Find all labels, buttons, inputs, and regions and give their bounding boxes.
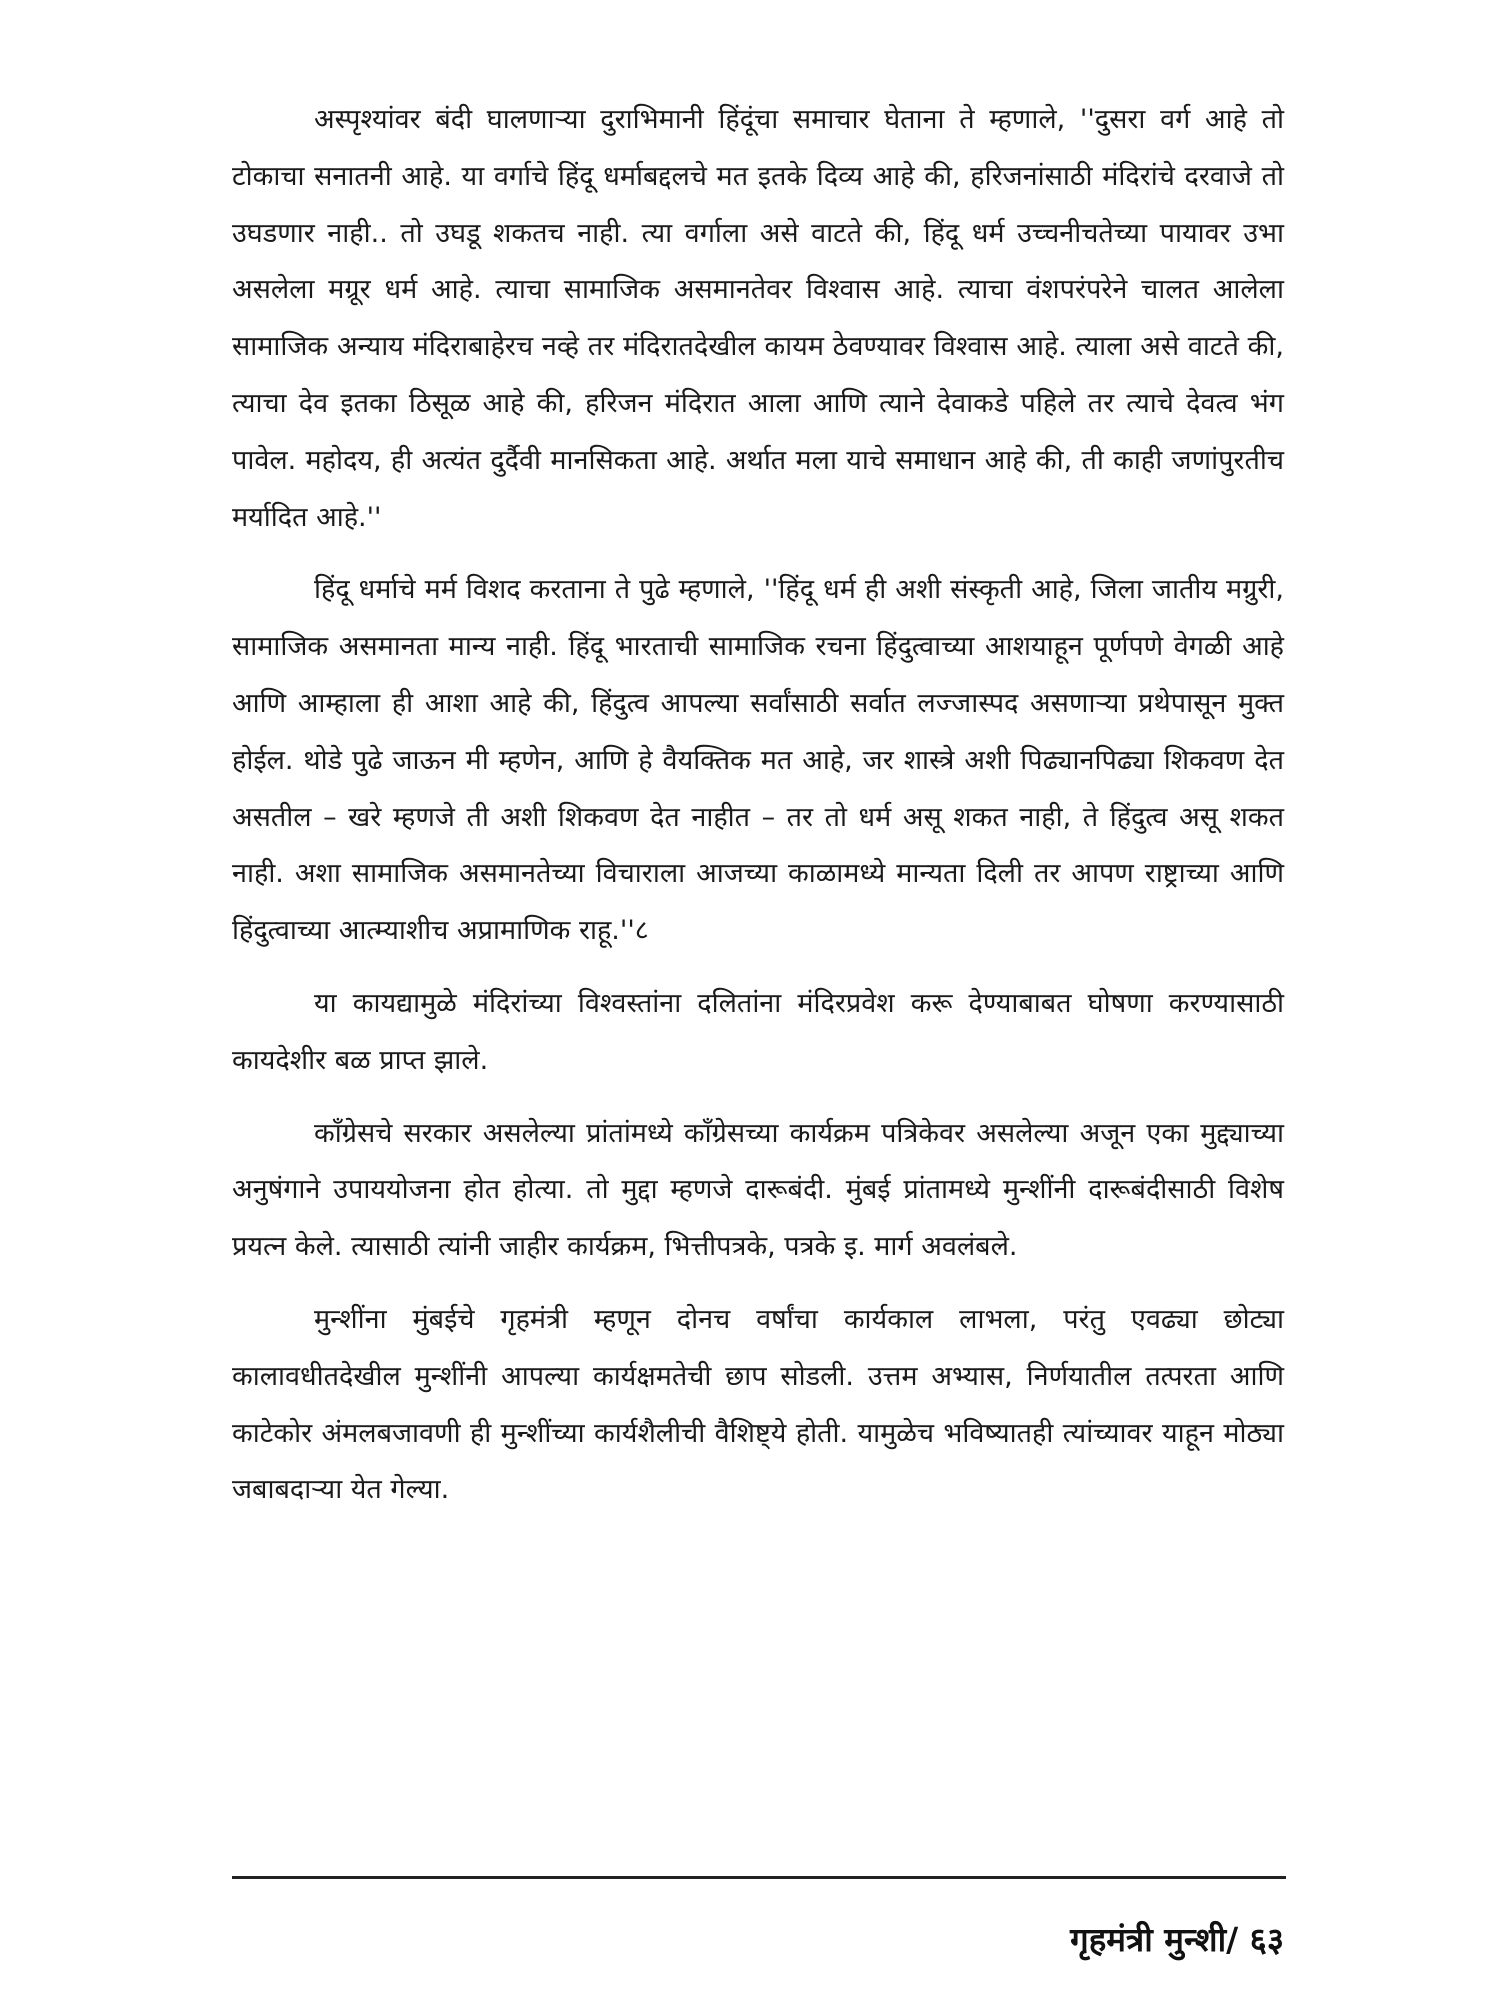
paragraph-3: या कायद्यामुळे मंदिरांच्या विश्वस्तांना दलितांना मंदिरप्रवेश करू देण्याबाबत घोषणा करण्यासाठी कायदेशीर बळ प्राप्त झाले. bbox=[232, 987, 1284, 1076]
paragraph-2: हिंदू धर्माचे मर्म विशद करताना ते पुढे म्हणाले, ''हिंदू धर्म ही अशी संस्कृती आहे, जिला जातीय मग्रुरी, सामाजिक असमानता मान्य नाही. हिंदू भारताची सामाजिक रचना हिंदुत्वाच्या आशयाहून पूर्णपणे वेगळी आहे आणि आम्हाला ही आशा आहे की, हिंदुत्व आपल्या सर्वांसाठी सर्वात लज्जास्पद असणाऱ्या प्रथेपासून मुक्त होईल. थोडे पुढे जाऊन मी म्हणेन, आणि हे वैयक्तिक मत आहे, जर शास्त्रे अशी पिढ्यानपिढ्या शिकवण देत असतील – खरे म्हणजे ती अशी शिकवण देत नाहीत – तर तो धर्म असू शकत नाही, ते हिंदुत्व असू शकत नाही. अशा सामाजिक असमानतेच्या विचाराला आजच्या काळामध्ये मान्यता दिली तर आपण राष्ट्राच्या आणि हिंदुत्वाच्या आत्म्याशीच अप्रामाणिक राहू.''८ bbox=[232, 574, 1284, 947]
page-footer-title: गृहमंत्री मुन्शी/ ६३ bbox=[1070, 1920, 1284, 1959]
footer-divider bbox=[232, 1876, 1286, 1879]
paragraph-1: अस्पृश्यांवर बंदी घालणाऱ्या दुराभिमानी हिंदूंचा समाचार घेताना ते म्हणाले, ''दुसरा वर्ग आहे तो टोकाचा सनातनी आहे. या वर्गाचे हिंदू धर्माबद्दलचे मत इतके दिव्य आहे की, हरिजनांसाठी मंदिरांचे दरवाजे तो उघडणार नाही.. तो उघडू शकतच नाही. त्या वर्गाला असे वाटते की, हिंदू धर्म उच्चनीचतेच्या पायावर उभा असलेला मग्रूर धर्म आहे. त्याचा सामाजिक असमानतेवर विश्वास आहे. त्याचा वंशपरंपरेने चालत आलेला सामाजिक अन्याय मंदिराबाहेरच नव्हे तर मंदिरातदेखील कायम ठेवण्यावर विश्वास आहे. त्याला असे वाटते की, त्याचा देव इतका ठिसूळ आहे की, हरिजन मंदिरात आला आणि त्याने देवाकडे पहिले तर त्याचे देवत्व भंग पावेल. महोदय, ही अत्यंत दुर्दैवी मानसिकता आहे. अर्थात मला याचे समाधान आहे की, ती काही जणांपुरतीच मर्यादित आहे.'' bbox=[232, 104, 1284, 533]
paragraph-5: मुन्शींना मुंबईचे गृहमंत्री म्हणून दोनच वर्षांचा कार्यकाल लाभला, परंतु एवढ्या छोट्या कालावधीतदेखील मुन्शींनी आपल्या कार्यक्षमतेची छाप सोडली. उत्तम अभ्यास, निर्णयातील तत्परता आणि काटेकोर अंमलबजावणी ही मुन्शींच्या कार्यशैलीची वैशिष्ट्ये होती. यामुळेच भविष्यातही त्यांच्यावर याहून मोठ्या जबाबदाऱ्या येत गेल्या. bbox=[232, 1303, 1284, 1506]
paragraph-4: काँग्रेसचे सरकार असलेल्या प्रांतांमध्ये काँग्रेसच्या कार्यक्रम पत्रिकेवर असलेल्या अजून एका मुद्द्याच्या अनुषंगाने उपाययोजना होत होत्या. तो मुद्दा म्हणजे दारूबंदी. मुंबई प्रांतामध्ये मुन्शींनी दारूबंदीसाठी विशेष प्रयत्न केले. त्यासाठी त्यांनी जाहीर कार्यक्रम, भित्तीपत्रके, पत्रके इ. मार्ग अवलंबले. bbox=[232, 1117, 1284, 1263]
page-body bbox=[232, 92, 1284, 1872]
